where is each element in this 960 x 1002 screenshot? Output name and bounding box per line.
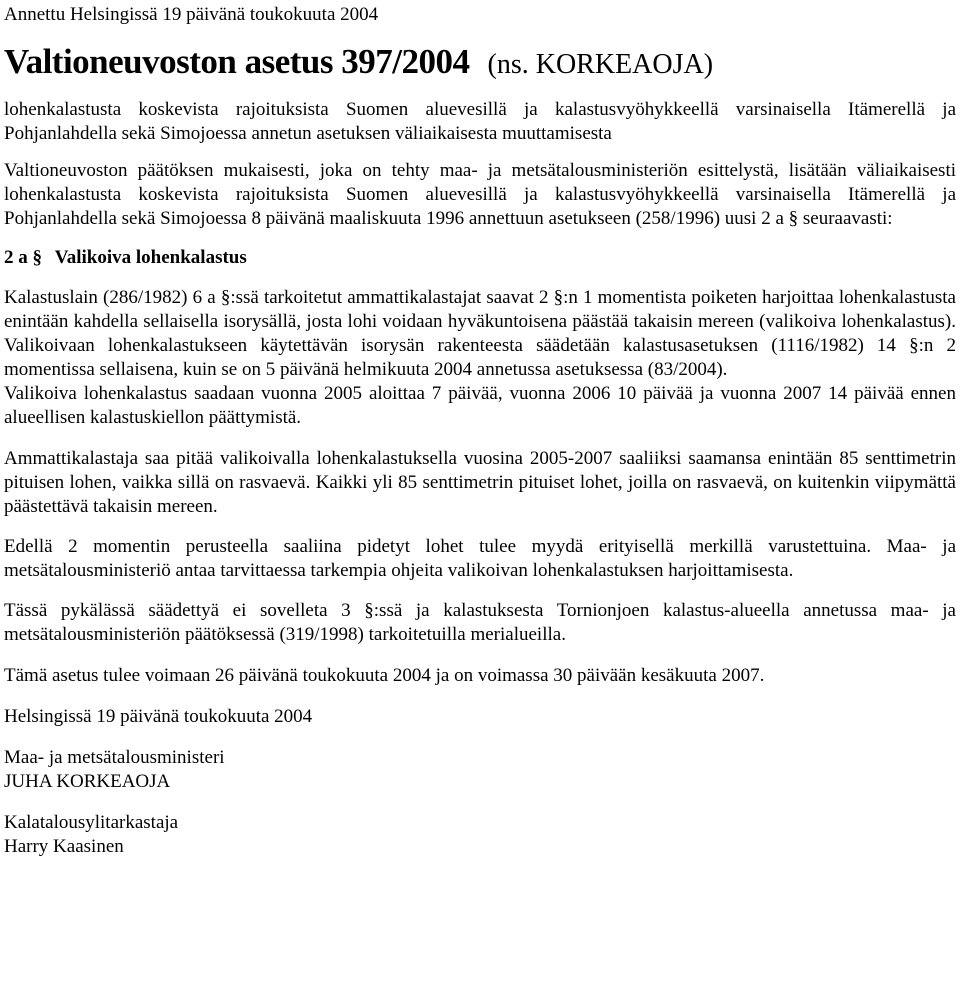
inspector-title: Kalatalousylitarkastaja	[4, 812, 179, 833]
paragraph-2: Ammattikalastaja saa pitää valikoivalla lohenkalastuksella vuosina 2005-2007 saaliiksi saamansa enintään 85 senttimetrin pituisen lohen, vaikka sillä on rasvaevä. Kaikki yli 85 senttimetrin pituiset lohet, joilla on rasvaevä, on kuitenkin viipymättä päästettävä takaisin mereen.	[4, 448, 956, 517]
place-date: Helsingissä 19 päivänä toukokuuta 2004	[4, 706, 313, 727]
section-title: Valikoiva lohenkalastus	[54, 247, 247, 268]
decree-preamble: Valtioneuvoston päätöksen mukaisesti, joka on tehty maa- ja metsätalousministeriön esittelystä, lisätään väliaikaisesti lohenkalastusta koskevista rajoituksista Suomen aluevesillä ja kalastusvyöhykkeellä varsinaisella Itämerellä ja Pohjanlahdella sekä Simojoessa 8 päivänä maaliskuuta 1996 annettuun asetukseen (258/1996) uusi 2 a § seuraavasti:	[4, 160, 956, 229]
paragraph-1: Kalastuslain (286/1982) 6 a §:ssä tarkoitetut ammattikalastajat saavat 2 §:n 1 momentista poiketen harjoittaa lohenkalastusta enintään kahdella sellaisella isorysällä, josta lohi voidaan hyväkuntoisena päästää takaisin mereen (valikoiva lohenkalastus). Valikoivaan lohenkalastukseen käytettävän isorysän rakenteesta säädetään kalastusasetuksen (1116/1982) 14 §:n 2 momentissa sellaisena, kuin se on 5 päivänä helmikuuta 2004 annetussa asetuksessa (83/2004).	[4, 287, 956, 380]
paragraph-1b: Valikoiva lohenkalastus saadaan vuonna 2005 aloittaa 7 päivää, vuonna 2006 10 päivää ja vuonna 2007 14 päivää ennen alueellisen kalastuskiellon päättymistä.	[4, 383, 956, 428]
minister-title: Maa- ja metsätalousministeri	[4, 747, 225, 768]
decree-subject: lohenkalastusta koskevista rajoituksista Suomen aluevesillä ja kalastusvyöhykkeellä varsinaisella Itämerellä ja Pohjanlahdella sekä Simojoessa annetun asetuksen väliaikaisesta muuttamisesta	[4, 99, 956, 144]
section-heading	[4, 246, 956, 270]
decree-title: Valtioneuvoston asetus 397/2004	[4, 42, 470, 81]
paragraph-5: Tämä asetus tulee voimaan 26 päivänä toukokuuta 2004 ja on voimassa 30 päivään kesäkuuta 2007.	[4, 665, 765, 686]
paragraph-3: Edellä 2 momentin perusteella saaliina pidetyt lohet tulee myydä erityisellä merkillä varustettuina. Maa- ja metsätalousministeriö antaa tarvittaessa tarkempia ohjeita valikoivan lohenkalastuksen harjoittamisesta.	[4, 536, 956, 581]
paragraph-4: Tässä pykälässä säädettyä ei sovelleta 3 §:ssä ja kalastuksesta Tornionjoen kalastus-alueella annetussa maa- ja metsätalousministeriön päätöksessä (319/1998) tarkoitetuilla merialueilla.	[4, 600, 956, 645]
spacer	[4, 794, 956, 811]
inspector-name: Harry Kaasinen	[4, 836, 124, 857]
title-row	[4, 38, 956, 86]
section-number: 2 a §	[4, 247, 42, 268]
minister-name: JUHA KORKEAOJA	[4, 771, 171, 792]
spacer	[4, 729, 956, 746]
decree-title-note: (ns. KORKEAOJA)	[487, 49, 714, 80]
signature-block	[4, 705, 956, 859]
dateline: Annettu Helsingissä 19 päivänä toukokuuta 2004	[4, 4, 379, 25]
